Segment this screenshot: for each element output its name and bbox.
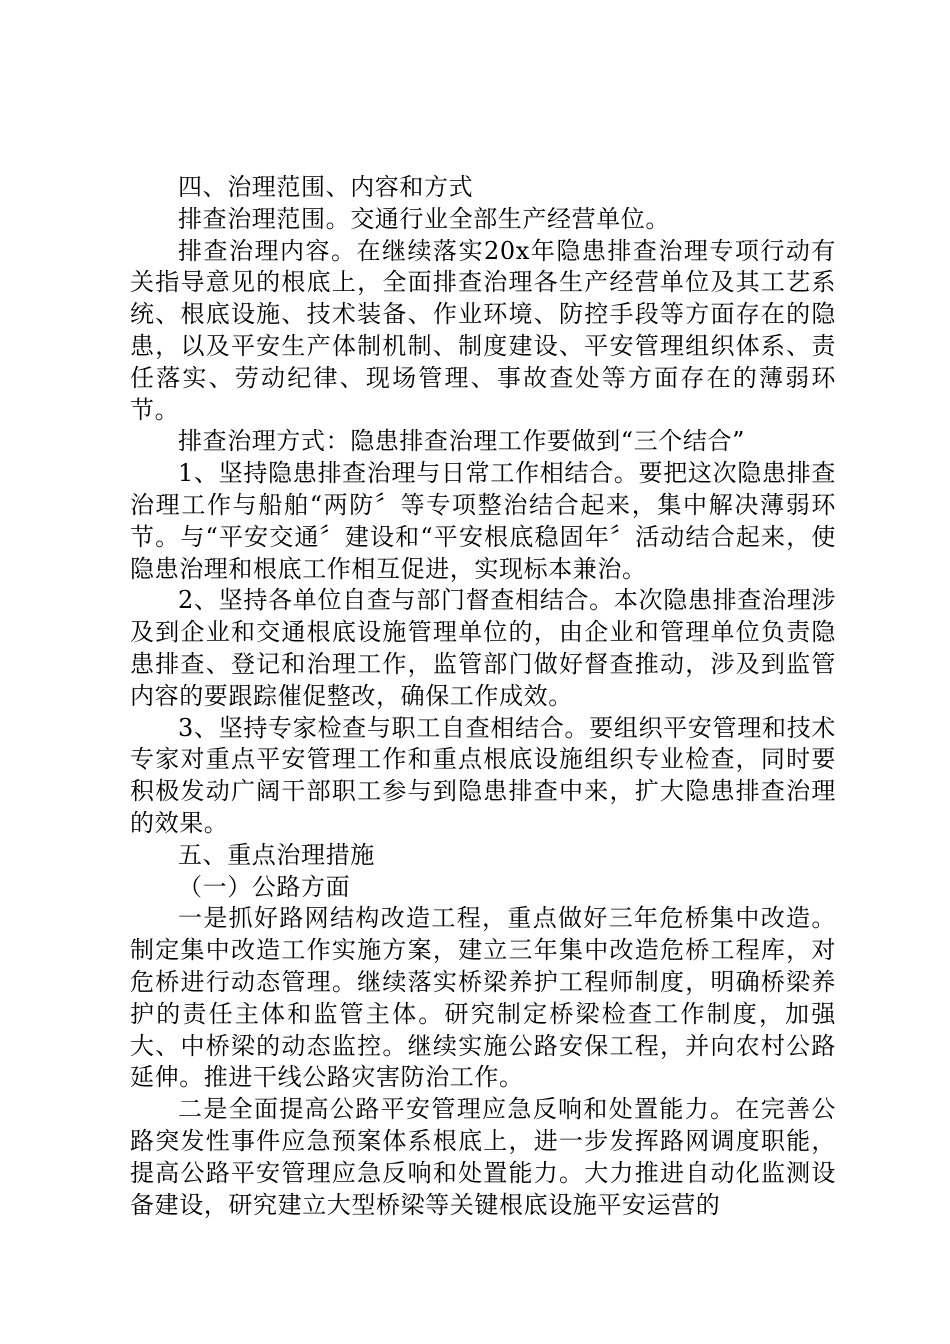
- paragraph-method: 排查治理方式：隐患排查治理工作要做到“三个结合”: [178, 427, 745, 456]
- document-body: [130, 172, 836, 1221]
- paragraph-item-2: 2、坚持各单位自查与部门督查相结合。本次隐患排查治理涉及到企业和交通根底设施管理单位的，由企业和管理单位负责隐患排查、登记和治理工作，监管部门做好督查推动，涉及到监管内容的要跟踪催促整改，确保工作成效。: [130, 586, 836, 710]
- section-heading-4: 四、治理范围、内容和方式: [178, 173, 474, 201]
- paragraph-content: 排查治理内容。在继续落实20x年隐患排查治理专项行动有关指导意见的根底上，全面排查治理各生产经营单位及其工艺系统、根底设施、技术装备、作业环境、防控手段等方面存在的隐患，以及平安生产体制机制、制度建设、平安管理组织体系、责任落实、劳动纪律、现场管理、事故查处等方面存在的薄弱环节。: [130, 236, 836, 424]
- subsection-heading-road: （一）公路方面: [178, 872, 351, 901]
- paragraph-road-1: 一是抓好路网结构改造工程，重点做好三年危桥集中改造。制定集中改造工作实施方案，建立三年集中改造危桥工程库，对危桥进行动态管理。继续落实桥梁养护工程师制度，明确桥梁养护的责任主体和监管主体。研究制定桥梁检查工作制度，加强大、中桥梁的动态监控。继续实施公路安保工程，并向农村公路延伸。推进干线公路灾害防治工作。: [130, 904, 836, 1092]
- paragraph-road-2: 二是全面提高公路平安管理应急反响和处置能力。在完善公路突发性事件应急预案体系根底上，进一步发挥路网调度职能，提高公路平安管理应急反响和处置能力。大力推进自动化监测设备建设，研究建立大型桥梁等关键根底设施平安运营的: [130, 1095, 836, 1219]
- paragraph-scope: 排查治理范围。交通行业全部生产经营单位。: [178, 204, 670, 233]
- paragraph-item-3: 3、坚持专家检查与职工自查相结合。要组织平安管理和技术专家对重点平安管理工作和重点根底设施组织专业检查，同时要积极发动广阔干部职工参与到隐患排查中来，扩大隐患排查治理的效果。: [130, 713, 836, 837]
- section-heading-5: 五、重点治理措施: [178, 840, 375, 869]
- paragraph-item-1: 1、坚持隐患排查治理与日常工作相结合。要把这次隐患排查治理工作与船舶“两防〞等专项整治结合起来，集中解决薄弱环节。与“平安交通〞建设和“平安根底稳固年〞活动结合起来，使隐患治理和根底工作相互促进，实现标本兼治。: [130, 459, 836, 583]
